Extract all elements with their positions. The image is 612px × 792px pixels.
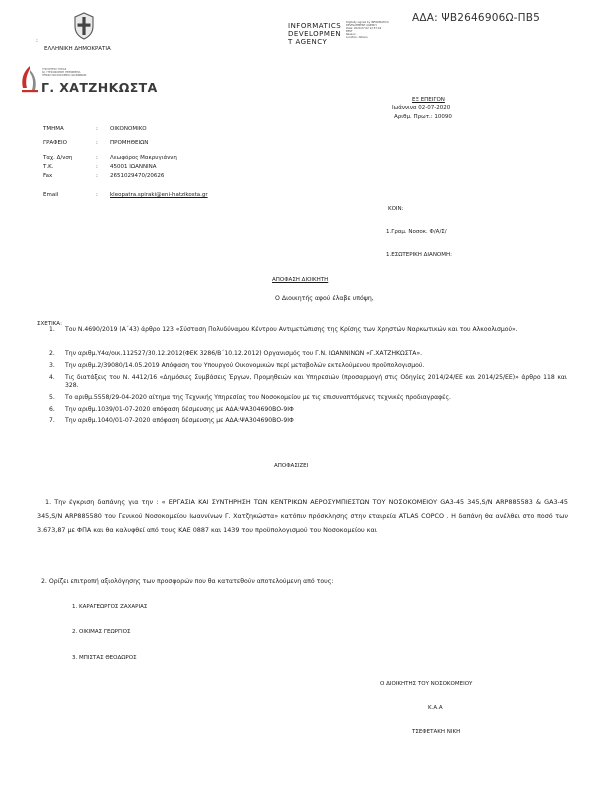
list-item: 2. Την αριθμ.Υ4α/οικ.112527/30.12.2012(ΦΕΚ 3286/Β΄10.12.2012) Οργανισμός του Γ.Ν. ΙΩΑΝΝΙΝΩΝ «Γ.ΧΑΤΖΗΚΩΣΤΑ».: [49, 350, 423, 357]
contact-label: Email: [43, 192, 59, 198]
greek-emblem-icon: [72, 12, 96, 40]
related-label: ΣΧΕΤΙΚΑ:: [37, 321, 62, 327]
list-item: 1. Του Ν.4690/2019 (Α΄43) άρθρο 123 «Σύσταση Πολυδύναμου Κέντρου Αντιμετώπισης της Κρίσης των Χρηστών Ναρκωτικών και του Αλκοολισμού».: [49, 326, 518, 333]
signature-title: Ο ΔΙΟΙΚΗΤΗΣ ΤΟΥ ΝΟΣΟΚΟΜΕΙΟΥ: [380, 681, 473, 687]
contact-value: 2651029470/20626: [110, 173, 165, 179]
contact-label: ΓΡΑΦΕΙΟ: [43, 140, 67, 146]
hospital-logo-name: Γ. ΧΑΤΖΗΚΩΣΤΑ: [41, 80, 158, 95]
decision-title: ΑΠΟΦΑΣΗ ΔΙΟΙΚΗΤΗ: [272, 277, 329, 283]
contact-value: Λεωφόρος Μακρυγιάννη: [110, 155, 177, 161]
contact-value: 45001 ΙΩΑΝΝΙΝΑ: [110, 164, 157, 170]
decision-point-1: 1. Την έγκριση δαπάνης για την : « ΕΡΓΑΣΙΑ ΚΑΙ ΣΥΝΤΗΡΗΣΗ ΤΩΝ ΚΕΝΤΡΙΚΩΝ ΑΕΡΟΣΥΜΠΙΕΣΤΩΝ ΤΟΥ ΝΟΣΟΚΟΜΕΙΟΥ GA3-45 345,S/N ARP885583 & GA3-45 345,S/N ARP885580 του Γενικού Νοσοκομείου Ιωαννίνων Γ. Χατζηκώστα» κατόπιν πρόσκλησης στην εταιρεία ATLAS COPCO . Η δαπάνη θα ανέλθει στο ποσό των 3.673,87 με ΦΠΑ και θα καλυφθεί από τους ΚΑΕ 0887 και 1439 του προϋπολογισμού του Νοσοκομείου και: [37, 498, 568, 534]
contact-colon: :: [96, 155, 98, 161]
decision-point-2: 2. Ορίζει επιτροπή αξιολόγησης των προσφορών που θα κατατεθούν αποτελούμενη από τους:: [41, 578, 334, 585]
list-item: 2. ΟΙΚΙΜΑΣ ΓΕΩΡΓΙΟΣ: [72, 629, 131, 635]
digital-signature-block: Digitally signed by INFORMATICS DEVELOPMENT AGENCY Date: 2020.07.02 12:57:44 EEST Reason: Location: Athens: [346, 21, 389, 40]
signature-name: ΤΣΕΦΕΤΑΚΗ ΝΙΚΗ: [412, 729, 461, 735]
urgent-label: ΕΞ ΕΠΕΙΓΟΝ: [412, 97, 445, 103]
contact-label: ΤΜΗΜΑ: [43, 126, 64, 132]
decides-heading: ΑΠΟΦΑΣΙΖΕΙ: [274, 463, 309, 469]
contact-colon: :: [96, 164, 98, 170]
contact-colon: :: [96, 126, 98, 132]
contact-label: Τ.Κ.: [43, 164, 54, 170]
koin-item: 1.Γραμ. Νοσοκ. Φ/Α/Σ/: [386, 229, 447, 235]
republic-label: ΕΛΛΗΝΙΚΗ ΔΗΜΟΚΡΑΤΙΑ: [44, 46, 111, 52]
list-item: 4. Τις διατάξεις του Ν. 4412/16 «Δημόσιες Συμβάσεις Έργων, Προμηθειών και Υπηρεσιών (προσαρμογή στις Οδηγίες 2014/24/ΕΕ και 2014/25/ΕΕ)» άρθρο 118 και 328.: [49, 374, 567, 389]
list-item: 3. Την αριθμ.2/39080/14.05.2019 Απόφαση του Υπουργού Οικονομικών περί μεταβολών εκτελούμενου προϋπολογισμού.: [49, 362, 425, 369]
koin-label: ΚΟΙΝ:: [388, 206, 404, 212]
list-item: 6. Την αριθμ.1039/01-07-2020 απόφαση δέσμευσης με ΑΔΑ:ΨΑ304690ΒΟ-9ΙΦ: [49, 406, 294, 413]
list-item: 7. Την αριθμ.1040/01-07-2020 απόφαση δέσμευσης με ΑΔΑ:ΨΑ304690ΒΟ-9ΙΦ: [49, 417, 294, 424]
ada-code: ΑΔΑ: ΨΒ2646906Ω-ΠΒ5: [412, 12, 541, 24]
contact-label: Ταχ. Δ/νση: [43, 155, 73, 161]
list-item: 3. ΜΠΙΣΤΑΣ ΘΕΟΔΩΡΟΣ: [72, 655, 137, 661]
agency-name: INFORMATICS DEVELOPMEN T AGENCY: [288, 22, 342, 46]
decision-intro: Ο Διοικητής αφού έλαβε υπόψη,: [275, 295, 374, 302]
email-link[interactable]: kleopatra.spiraki@eni-hatzikosta.gr: [110, 192, 208, 198]
list-item: 1. ΚΑΡΑΓΕΩΡΓΟΣ ΖΑΧΑΡΙΑΣ: [72, 604, 148, 610]
header-colon: :: [36, 38, 38, 44]
contact-colon: :: [96, 192, 98, 198]
contact-value: ΠΡΟΜΗΘΕΙΩΝ: [110, 140, 149, 146]
document-date: Ιωάννινα 02-07-2020: [392, 105, 451, 111]
protocol-number: Αριθμ. Πρωτ.: 10090: [394, 114, 452, 120]
hospital-logo-small-text: ΥΠΟΥΡΓΕΙΟ ΥΓΕΙΑΣ 6η ΥΓΕΙΟΝΟΜΙΚΗ ΠΕΡΙΦΕΡΕΙΑ ΓΕΝΙΚΟ ΝΟΣΟΚΟΜΕΙΟ ΙΩΑΝΝΙΝΩΝ: [42, 68, 87, 78]
contact-colon: :: [96, 140, 98, 146]
internal-distribution-label: 1.ΕΣΩΤΕΡΙΚΗ ΔΙΑΝΟΜΗ:: [386, 252, 452, 258]
contact-value: ΟΙΚΟΝΟΜΙΚΟ: [110, 126, 147, 132]
contact-label: Fax: [43, 173, 53, 179]
signature-kaa: Κ.Α.Α: [428, 705, 443, 711]
contact-colon: :: [96, 173, 98, 179]
list-item: 5. Το αριθμ.5558/29-04-2020 αίτημα της Τεχνικής Υπηρεσίας του Νοσοκομείου με τις επισυναπτόμενες τεχνικές προδιαγραφές.: [49, 394, 451, 401]
hospital-logo-icon: [20, 66, 40, 94]
